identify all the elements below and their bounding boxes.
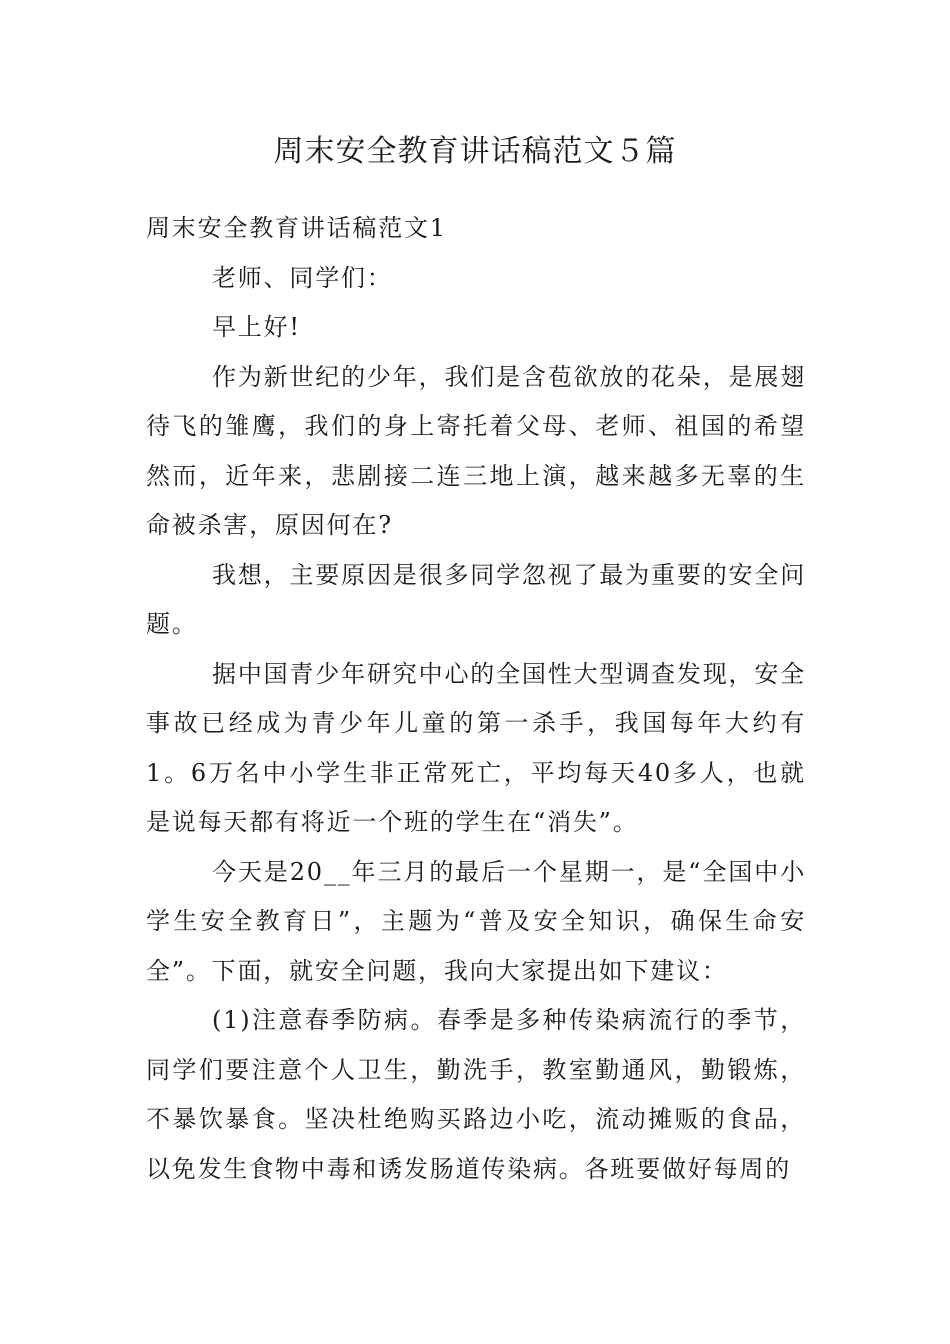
greeting: 早上好! — [212, 313, 301, 341]
paragraph: 今天是20__年三月的最后一个星期一，是“全国中小学生安全教育日”，主题为“普及安全知识，确保生命安全”。下面，就安全问题，我向大家提出如下建议： — [146, 857, 806, 985]
document-body — [146, 204, 806, 1194]
paragraph: (1)注意春季防病。春季是多种传染病流行的季节，同学们要注意个人卫生，勤洗手，教室勤通风，勤锻炼，不暴饮暴食。坚决杜绝购买路边小吃，流动摊贩的食品，以免发生食物中毒和诱发肠道传染病。各班要做好每周的 — [146, 1006, 806, 1183]
section-heading: 周末安全教育讲话稿范文1 — [146, 214, 447, 242]
paragraph: 作为新世纪的少年，我们是含苞欲放的花朵，是展翅待飞的雏鹰，我们的身上寄托着父母、老师、祖国的希望然而，近年来，悲剧接二连三地上演，越来越多无辜的生命被杀害，原因何在? — [146, 362, 806, 539]
salutation: 老师、同学们： — [212, 263, 393, 292]
paragraph: 我想，主要原因是很多同学忽视了最为重要的安全问题。 — [146, 560, 806, 638]
paragraph: 据中国青少年研究中心的全国性大型调查发现，安全事故已经成为青少年儿童的第一杀手，我国每年大约有1。6万名中小学生非正常死亡，平均每天40多人，也就是说每天都有将近一个班的学生在“消失”。 — [146, 659, 806, 836]
document-title: 周末安全教育讲话稿范文５篇 — [273, 134, 677, 169]
